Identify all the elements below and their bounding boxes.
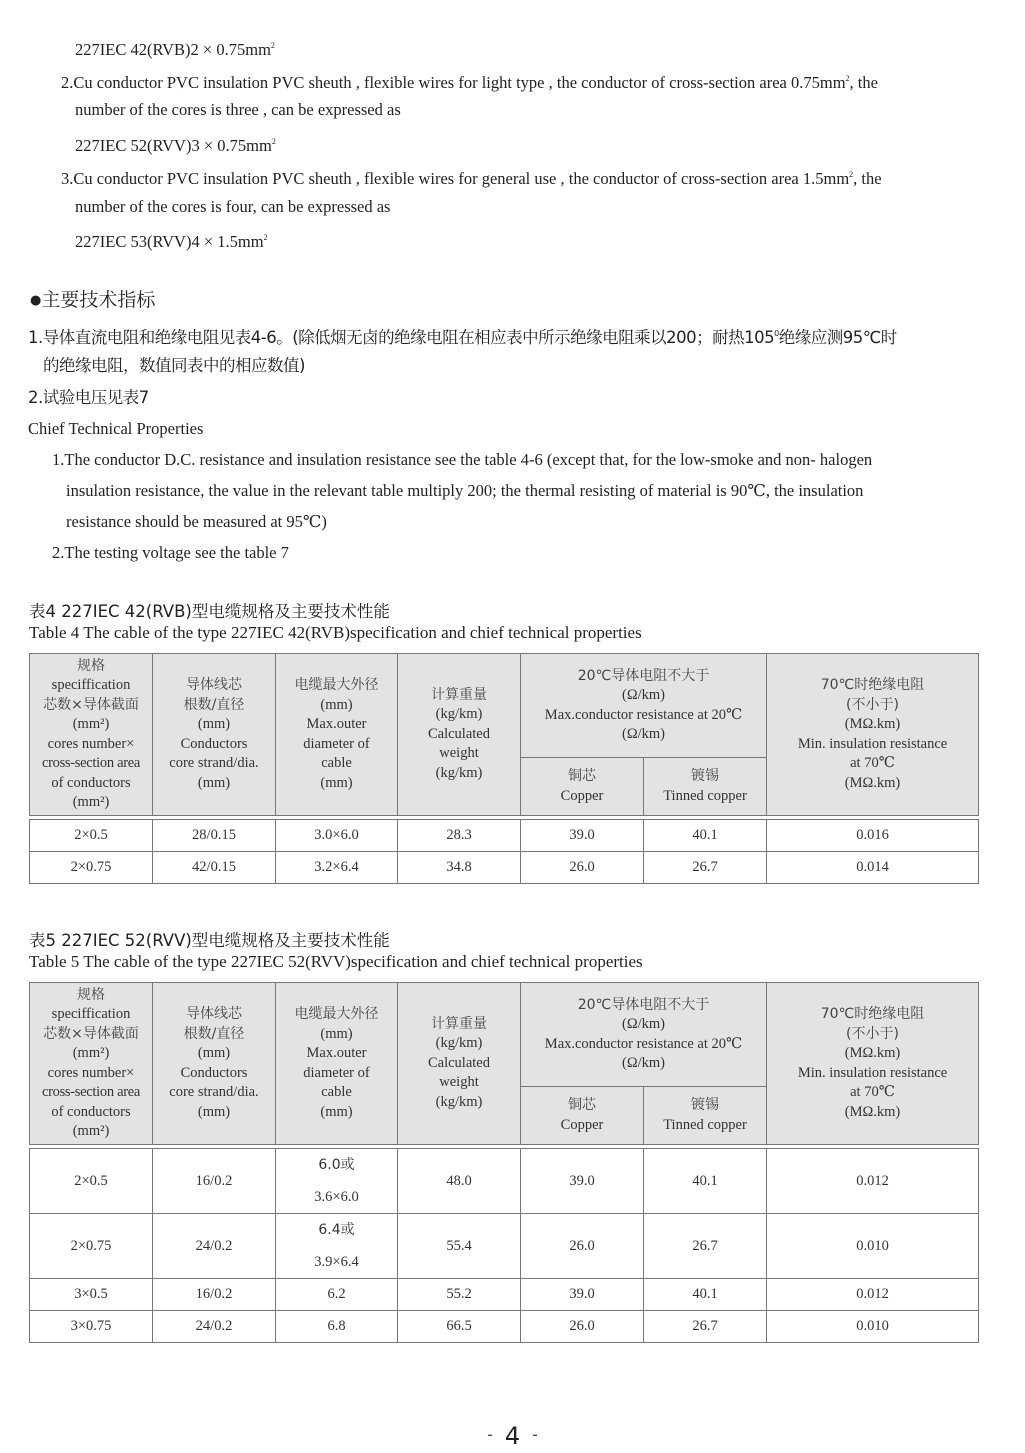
cell-conductors: 24/0.2: [153, 1214, 276, 1279]
header-text: 铜芯: [568, 768, 596, 784]
header-text: Tinned copper: [663, 1116, 747, 1133]
header-insulation-resistance: [767, 983, 979, 1145]
table-5: [29, 982, 979, 1343]
section-heading-en: Chief Technical Properties: [28, 419, 204, 438]
header-text: Max.conductor resistance at 20℃: [544, 706, 743, 723]
cell-weight: 55.4: [398, 1214, 521, 1279]
en-item-1-line-1: 1.The conductor D.C. resistance and insulation resistance see the table 4-6 (except that, for the low-smoke and non- halogen: [52, 450, 873, 469]
table-4: [29, 653, 979, 884]
cn-item-1-line-2: 的绝缘电阻，数值同表中的相应数值): [43, 356, 305, 375]
cell-tinned: 40.1: [644, 1149, 767, 1214]
header-text: cross-section area: [41, 755, 141, 771]
header-specification: [30, 654, 153, 816]
header-text: (Ω/km): [622, 1016, 665, 1032]
header-text: at 70℃: [850, 755, 895, 771]
heading-text: 主要技术指标: [41, 289, 156, 311]
table-row: [30, 1214, 979, 1279]
cell-spec: 2×0.5: [30, 820, 153, 852]
cn-text: 1.导体直流电阻和绝缘电阻见表4-6。(除低烟无卤的绝缘电阻在相应表中所示绝缘电阻乘以200；耐热105: [28, 328, 775, 347]
header-text: (kg/km): [435, 706, 483, 723]
diameter-alt: 6.0或: [318, 1157, 355, 1173]
cell-spec: 2×0.5: [30, 1149, 153, 1214]
cell-copper: 39.0: [521, 1279, 644, 1311]
cell-diameter: [276, 1149, 398, 1214]
formula-text: 227IEC 42(RVB)2 × 0.75mm: [75, 40, 271, 59]
header-text: (MΩ.km): [844, 774, 901, 791]
header-text: Copper: [560, 787, 604, 804]
header-text: Calculated: [427, 1054, 490, 1071]
header-text: (mm): [197, 1045, 231, 1061]
header-text: 镀锡: [691, 1097, 719, 1113]
diameter-value: 3.9×6.4: [314, 1254, 359, 1270]
header-text: Min. insulation resistance: [797, 1064, 948, 1081]
header-text: cable: [321, 755, 352, 771]
superscript: 2: [845, 74, 850, 83]
cell-spec: 3×0.75: [30, 1311, 153, 1343]
header-text: (MΩ.km): [844, 1045, 901, 1061]
header-text: (kg/km): [435, 1035, 483, 1052]
cell-diameter: 3.0×6.0: [276, 820, 398, 852]
header-text: (不小于): [846, 1025, 899, 1042]
header-text: (mm²): [72, 1045, 110, 1061]
cell-spec: 2×0.75: [30, 852, 153, 884]
header-conductor-resistance: [521, 654, 767, 758]
table-row: [30, 852, 979, 884]
cell-weight: 28.3: [398, 820, 521, 852]
header-text: of conductors: [51, 1103, 131, 1120]
cell-spec: 2×0.75: [30, 1214, 153, 1279]
item-text: 3.Cu conductor PVC insulation PVC sheuth , flexible wires for general use , the conductor of cross-section area 1.5mm: [61, 169, 850, 188]
item-text-tail: , the: [853, 169, 882, 188]
header-text: 20℃导体电阻不大于: [577, 667, 710, 684]
header-text: Conductors: [180, 735, 248, 752]
item-3-line-1: [61, 165, 882, 189]
formula-text: 227IEC 52(RVV)3 × 0.75mm: [75, 136, 272, 155]
cell-insulation: 0.012: [767, 1279, 979, 1311]
header-text: of conductors: [51, 774, 131, 791]
header-text: speciffication: [51, 677, 131, 693]
header-text: 根数/直径: [183, 696, 245, 713]
header-max-diameter: [276, 654, 398, 816]
formula-rvv-4: [75, 228, 268, 252]
dash-left: -: [487, 1425, 493, 1444]
header-copper: [521, 758, 644, 816]
cell-conductors: 16/0.2: [153, 1149, 276, 1214]
header-text: Max.conductor resistance at 20℃: [544, 1035, 743, 1052]
cell-insulation: 0.012: [767, 1149, 979, 1214]
header-copper: [521, 1087, 644, 1145]
header-text: (mm): [197, 716, 231, 732]
formula-rvb: [75, 36, 275, 60]
header-text: cores number×: [47, 735, 135, 752]
cell-spec: 3×0.5: [30, 1279, 153, 1311]
cell-conductors: 42/0.15: [153, 852, 276, 884]
formula-rvv-3: [75, 132, 276, 156]
header-max-diameter: [276, 983, 398, 1145]
cell-weight: 48.0: [398, 1149, 521, 1214]
header-conductors: [153, 983, 276, 1145]
header-specification: [30, 983, 153, 1145]
header-text: speciffication: [51, 1006, 131, 1022]
header-text: 计算重量: [431, 1015, 487, 1032]
header-text: (mm): [197, 1103, 231, 1120]
header-text: Calculated: [427, 725, 490, 742]
cell-insulation: 0.014: [767, 852, 979, 884]
cell-tinned: 40.1: [644, 1279, 767, 1311]
en-item-1-line-2: insulation resistance, the value in the relevant table multiply 200; the thermal resisting of material is 90℃, the insulation: [66, 481, 864, 500]
cell-diameter: 3.2×6.4: [276, 852, 398, 884]
cn-item-1-line-1: [28, 324, 897, 348]
header-text: (mm²): [72, 794, 110, 810]
header-text: weight: [439, 1074, 479, 1091]
en-item-1-line-3: resistance should be measured at 95℃): [66, 512, 327, 531]
section-heading-cn: [30, 290, 155, 311]
cell-tinned: 26.7: [644, 1311, 767, 1343]
header-text: 铜芯: [568, 1097, 596, 1113]
diameter-value: 3.6×6.0: [314, 1189, 359, 1205]
header-text: (kg/km): [435, 764, 483, 781]
cell-conductors: 28/0.15: [153, 820, 276, 852]
header-text: Min. insulation resistance: [797, 735, 948, 752]
header-text: 镀锡: [691, 768, 719, 784]
header-text: 根数/直径: [183, 1025, 245, 1042]
header-text: cable: [321, 1084, 352, 1100]
page-number: [0, 1422, 1025, 1450]
header-text: 70℃时绝缘电阻: [820, 677, 925, 693]
header-text: (Ω/km): [622, 1055, 665, 1071]
header-text: (Ω/km): [622, 687, 665, 703]
cn-text: 绝缘应测95℃时: [778, 328, 897, 347]
header-tinned-copper: [644, 758, 767, 816]
header-text: (MΩ.km): [844, 716, 901, 732]
cell-copper: 39.0: [521, 1149, 644, 1214]
diameter-alt: 6.4或: [318, 1222, 355, 1238]
header-text: cross-section area: [41, 1084, 141, 1100]
cell-copper: 26.0: [521, 1214, 644, 1279]
page-number-value: 4: [504, 1422, 521, 1450]
cell-copper: 26.0: [521, 1311, 644, 1343]
header-text: (mm): [320, 1103, 353, 1120]
en-item-2: 2.The testing voltage see the table 7: [52, 543, 289, 562]
item-3-line-2: number of the cores is four, can be expressed as: [75, 197, 391, 216]
header-text: diameter of: [303, 735, 370, 752]
table-5-caption-cn: 表5 227IEC 52(RVV)型电缆规格及主要技术性能: [29, 931, 390, 950]
cell-tinned: 26.7: [644, 1214, 767, 1279]
table-row: [30, 1279, 979, 1311]
header-text: (mm): [197, 774, 231, 791]
header-conductors: [153, 654, 276, 816]
cell-insulation: 0.010: [767, 1214, 979, 1279]
header-tinned-copper: [644, 1087, 767, 1145]
header-text: (不小于): [846, 696, 899, 713]
header-text: core strand/dia.: [169, 755, 259, 771]
header-conductor-resistance: [521, 983, 767, 1087]
header-text: at 70℃: [850, 1084, 895, 1100]
header-weight: [398, 654, 521, 816]
cn-item-2: 2.试验电压见表7: [28, 388, 149, 407]
header-text: Max.outer: [306, 1045, 367, 1061]
cell-conductors: 24/0.2: [153, 1311, 276, 1343]
table-row: [30, 1311, 979, 1343]
header-text: 70℃时绝缘电阻: [820, 1006, 925, 1022]
cell-conductors: 16/0.2: [153, 1279, 276, 1311]
dash-right: -: [532, 1425, 538, 1444]
header-text: (mm): [320, 696, 353, 713]
table-row: [30, 820, 979, 852]
header-text: cores number×: [47, 1064, 135, 1081]
bullet-icon: ●: [30, 293, 42, 308]
header-text: 导体线芯: [186, 1006, 242, 1022]
header-text: (MΩ.km): [844, 1103, 901, 1120]
header-text: Conductors: [180, 1064, 248, 1081]
header-text: (kg/km): [435, 1093, 483, 1110]
header-insulation-resistance: [767, 654, 979, 816]
superscript: 2: [263, 233, 268, 242]
cell-diameter: 6.2: [276, 1279, 398, 1311]
header-text: (Ω/km): [622, 726, 665, 742]
superscript: 2: [270, 41, 275, 50]
cell-diameter: 6.8: [276, 1311, 398, 1343]
header-text: (mm²): [72, 716, 110, 732]
table-4-caption-en: Table 4 The cable of the type 227IEC 42(RVB)specification and chief technical properties: [29, 623, 642, 642]
item-2-line-1: [61, 69, 878, 93]
header-text: (mm): [320, 1025, 353, 1042]
cell-insulation: 0.016: [767, 820, 979, 852]
header-text: 计算重量: [431, 686, 487, 703]
header-text: 芯数×导体截面: [43, 1025, 139, 1042]
table-4-caption-cn: 表4 227IEC 42(RVB)型电缆规格及主要技术性能: [29, 602, 390, 621]
cell-copper: 26.0: [521, 852, 644, 884]
header-text: core strand/dia.: [169, 1084, 259, 1100]
header-text: 规格: [77, 657, 105, 674]
header-text: 导体线芯: [186, 677, 242, 693]
header-text: diameter of: [303, 1064, 370, 1081]
header-weight: [398, 983, 521, 1145]
formula-text: 227IEC 53(RVV)4 × 1.5mm: [75, 232, 264, 251]
item-text: 2.Cu conductor PVC insulation PVC sheuth , flexible wires for light type , the conductor of cross-section area 0.75mm: [61, 73, 846, 92]
cell-weight: 34.8: [398, 852, 521, 884]
header-text: 电缆最大外径: [294, 1006, 379, 1022]
cell-tinned: 26.7: [644, 852, 767, 884]
header-text: weight: [439, 745, 479, 762]
header-text: Tinned copper: [663, 787, 747, 804]
header-text: 芯数×导体截面: [43, 696, 139, 713]
header-text: 规格: [77, 986, 105, 1003]
superscript: 2: [849, 170, 854, 179]
cell-insulation: 0.010: [767, 1311, 979, 1343]
table-5-caption-en: Table 5 The cable of the type 227IEC 52(RVV)specification and chief technical properties: [29, 952, 643, 971]
cell-weight: 55.2: [398, 1279, 521, 1311]
cell-diameter: [276, 1214, 398, 1279]
header-text: 20℃导体电阻不大于: [577, 996, 710, 1013]
cell-tinned: 40.1: [644, 820, 767, 852]
superscript: 2: [271, 137, 276, 146]
cell-copper: 39.0: [521, 820, 644, 852]
superscript: 0: [774, 329, 779, 338]
item-2-line-2: number of the cores is three , can be expressed as: [75, 100, 401, 119]
header-text: (mm): [320, 774, 353, 791]
item-text-tail: , the: [849, 73, 878, 92]
header-text: Copper: [560, 1116, 604, 1133]
table-row: [30, 1149, 979, 1214]
header-text: Max.outer: [306, 716, 367, 732]
header-text: 电缆最大外径: [294, 677, 379, 693]
header-text: (mm²): [72, 1123, 110, 1139]
cell-weight: 66.5: [398, 1311, 521, 1343]
